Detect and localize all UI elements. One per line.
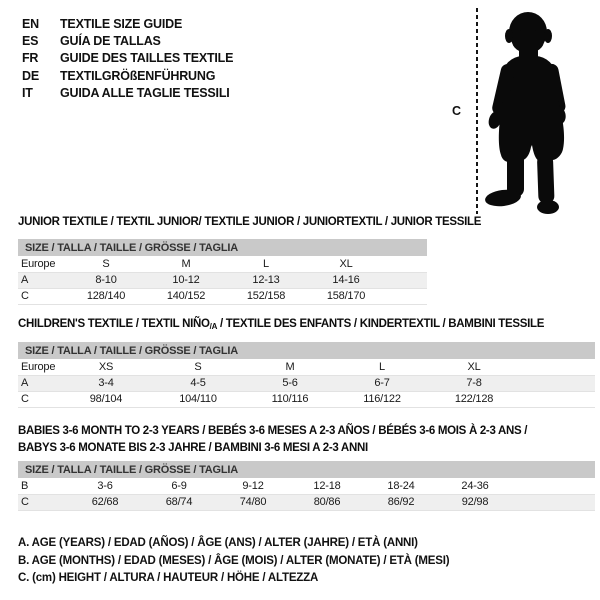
children-section-heading <box>18 316 544 336</box>
row-label: A <box>21 274 29 286</box>
junior-section-heading: JUNIOR TEXTILE / TEXTIL JUNIOR/ TEXTILE JUNIOR / JUNIORTEXTIL / JUNIOR TESSILE <box>18 216 482 228</box>
cell: 14-16 <box>332 274 360 286</box>
cell-filler <box>520 375 595 391</box>
cell: 9-12 <box>242 479 264 492</box>
cell: 8-10 <box>95 274 117 286</box>
footnote-b: B. AGE (MONTHS) / EDAD (MESES) / ÂGE (MOIS) / ALTER (MONATE) / ETÀ (MESI) <box>18 554 450 567</box>
cell: 140/152 <box>166 290 206 302</box>
size-header: SIZE / TALLA / TAILLE / GRÖSSE / TAGLIA <box>18 239 427 256</box>
lang-title: GUIDE DES TAILLES TEXTILE <box>60 51 234 66</box>
row-label: A <box>21 377 29 389</box>
table-row <box>18 494 595 510</box>
cell: 74/80 <box>239 496 267 508</box>
heading-text: CHILDREN'S TEXTILE / TEXTIL NIÑO <box>18 318 210 330</box>
cell: M <box>285 360 295 373</box>
cell: 12-18 <box>313 479 341 492</box>
cell: 110/116 <box>271 393 309 405</box>
language-list <box>22 16 233 102</box>
table-row <box>18 375 595 391</box>
cell: 24-36 <box>461 479 489 492</box>
list-item <box>22 85 233 102</box>
list-item <box>22 33 233 50</box>
cell: 5-6 <box>282 377 298 389</box>
footnote-c: C. (cm) HEIGHT / ALTURA / HAUTEUR / HÖHE / ALTEZZA <box>18 572 319 584</box>
table-row <box>18 256 427 272</box>
lang-code: ES <box>22 34 39 49</box>
footnotes <box>18 535 449 588</box>
height-measure-label: C <box>452 104 461 118</box>
table-row <box>18 391 595 407</box>
row-label: Europe <box>21 257 56 270</box>
cell: 104/110 <box>179 393 217 405</box>
cell: 152/158 <box>246 290 286 302</box>
size-header-row <box>18 342 595 359</box>
cell-filler <box>512 494 595 510</box>
cell: 158/170 <box>326 290 366 302</box>
junior-size-table <box>18 239 427 305</box>
cell: 98/104 <box>89 393 123 405</box>
cell: XL <box>339 257 353 270</box>
heading-line-2: BABYS 3-6 MONATE BIS 2-3 JAHRE / BAMBINI 3-6 MESI A 2-3 ANNI <box>18 441 368 454</box>
cell: L <box>379 360 385 373</box>
cell: 18-24 <box>387 479 415 492</box>
footnote-a: A. AGE (YEARS) / EDAD (AÑOS) / ÂGE (ANS) / ALTER (JAHRE) / ETÀ (ANNI) <box>18 537 418 549</box>
cell-filler <box>386 288 427 304</box>
cell: M <box>181 257 191 270</box>
lang-title: GUIDA ALLE TAGLIE TESSILI <box>60 85 230 100</box>
lang-code: FR <box>22 51 39 66</box>
row-label: C <box>21 290 29 302</box>
cell: 12-13 <box>252 274 280 286</box>
cell: 86/92 <box>387 496 415 508</box>
heading-line-1: BABIES 3-6 MONTH TO 2-3 YEARS / BEBÉS 3-6 MESES A 2-3 AÑOS / BÉBÉS 3-6 MOIS À 2-3 ANS / <box>18 425 528 437</box>
cell-filler <box>520 359 595 375</box>
table-row <box>18 272 427 288</box>
row-label: Europe <box>21 360 56 373</box>
row-label: C <box>21 496 29 508</box>
list-item <box>22 68 233 85</box>
list-item <box>22 50 233 67</box>
row-label: B <box>21 479 29 492</box>
cell: 128/140 <box>86 290 126 302</box>
cell: 80/86 <box>313 496 341 508</box>
heading-text: / TEXTILE DES ENFANTS / KINDERTEXTIL / BAMBINI TESSILE <box>217 318 545 330</box>
size-header: SIZE / TALLA / TAILLE / GRÖSSE / TAGLIA <box>18 461 595 478</box>
lang-code: IT <box>22 85 33 100</box>
lang-code: DE <box>22 68 39 83</box>
cell: 62/68 <box>91 496 119 508</box>
cell-filler <box>520 391 595 407</box>
size-header-row <box>18 239 427 256</box>
cell: S <box>194 360 202 373</box>
cell: 116/122 <box>363 393 401 405</box>
cell: 6-7 <box>374 377 390 389</box>
cell: 92/98 <box>461 496 489 508</box>
cell: XS <box>98 360 114 373</box>
lang-title: GUÍA DE TALLAS <box>60 34 161 49</box>
cell-filler <box>386 256 427 272</box>
cell: 3-4 <box>98 377 114 389</box>
cell: 10-12 <box>172 274 200 286</box>
babies-size-table <box>18 461 595 511</box>
cell: L <box>263 257 269 270</box>
cell: 7-8 <box>466 377 482 389</box>
cell: 6-9 <box>171 479 187 492</box>
toddler-silhouette-icon <box>478 8 570 215</box>
table-row <box>18 478 595 494</box>
lang-code: EN <box>22 17 39 31</box>
cell: 4-5 <box>190 377 206 389</box>
cell: 3-6 <box>97 479 113 492</box>
cell-filler <box>386 272 427 288</box>
heading-subscript: /A <box>209 322 218 331</box>
size-header: SIZE / TALLA / TAILLE / GRÖSSE / TAGLIA <box>18 342 595 359</box>
row-label: C <box>21 393 29 405</box>
table-row <box>18 359 595 375</box>
list-item <box>22 16 233 33</box>
table-row <box>18 288 427 304</box>
cell: S <box>102 257 110 270</box>
lang-title: TEXTILGRÖßENFÜHRUNG <box>60 68 216 83</box>
cell: XL <box>467 360 481 373</box>
size-header-row <box>18 461 595 478</box>
babies-section-heading <box>18 423 527 456</box>
cell-filler <box>512 478 595 494</box>
cell: 68/74 <box>165 496 193 508</box>
cell: 122/128 <box>454 393 494 405</box>
lang-title: TEXTILE SIZE GUIDE <box>60 17 183 31</box>
children-size-table <box>18 342 595 408</box>
